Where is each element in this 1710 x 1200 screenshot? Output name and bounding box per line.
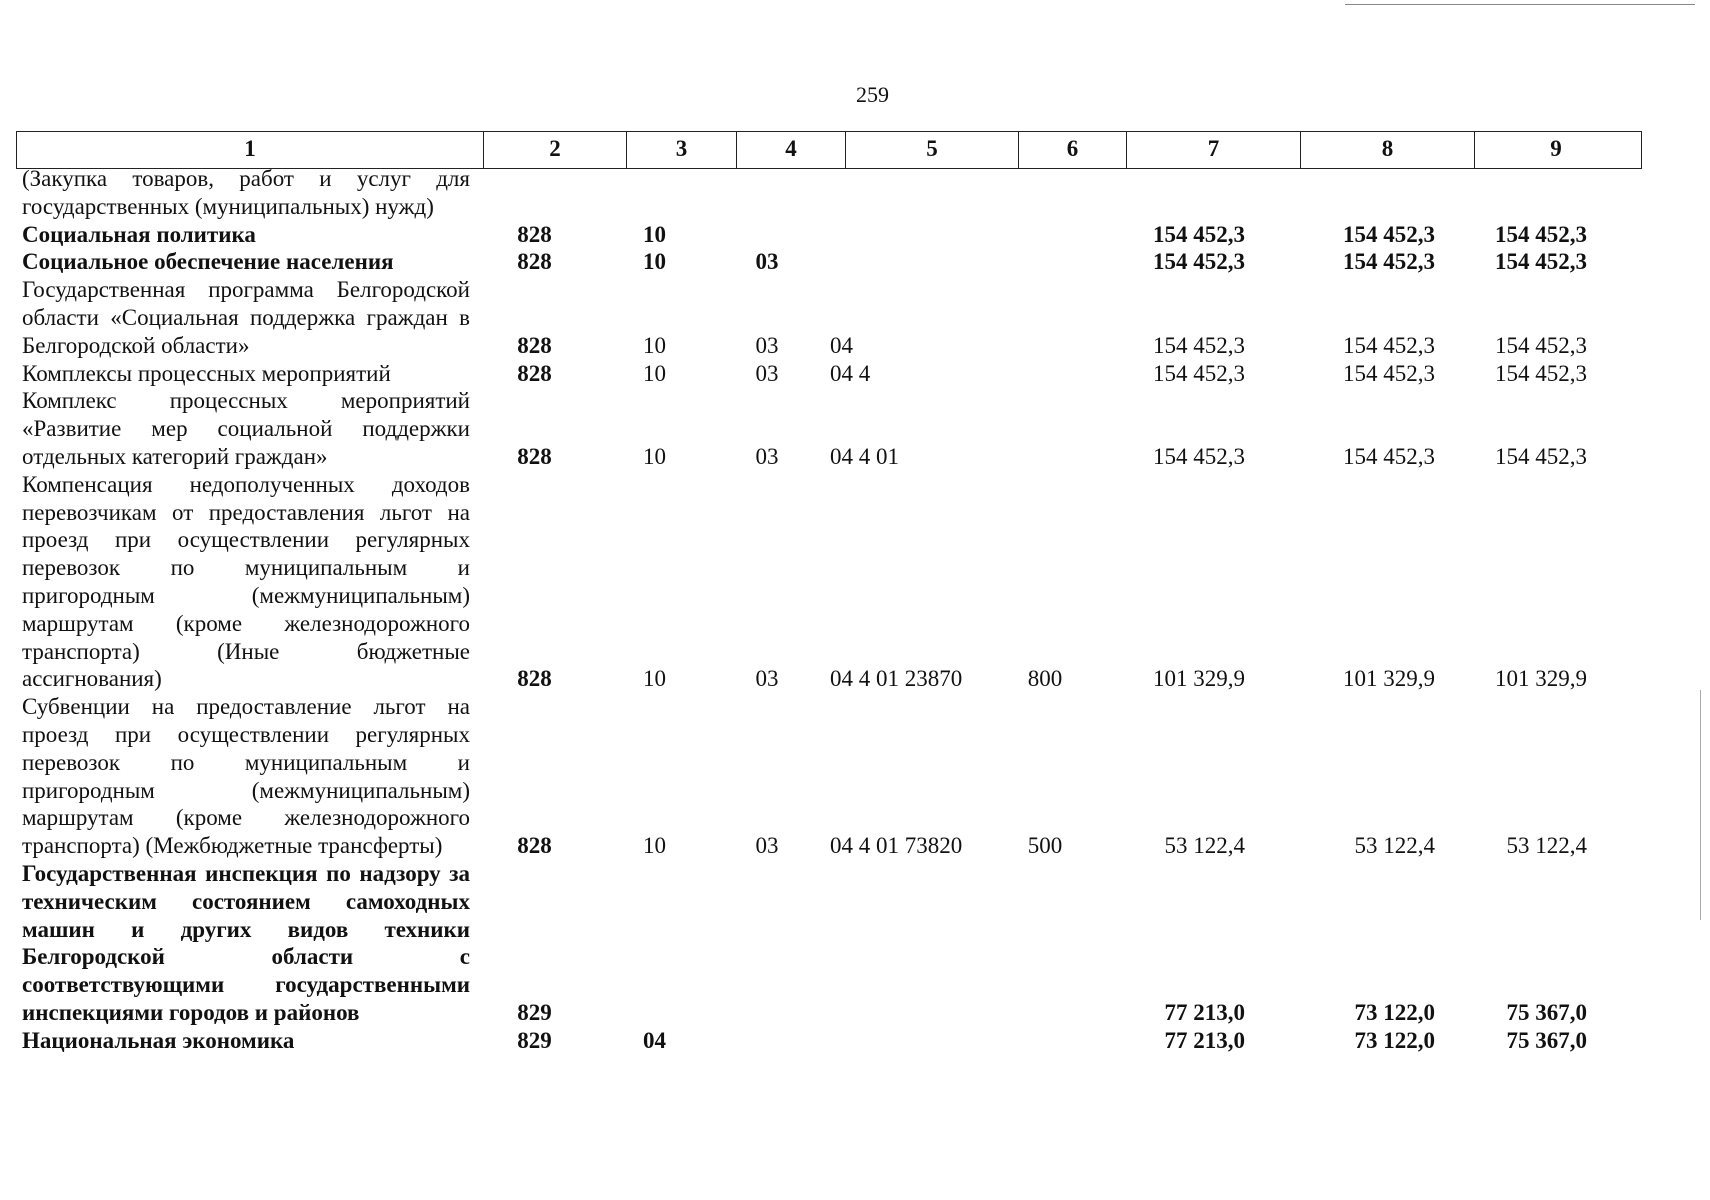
row-name: Государственная инспекция по надзору за техническим состоянием самоходных машин и других видов техники Белгородской области с соответствующими государственными инспекциями городов и районов	[22, 860, 470, 1025]
header-col-7: 7	[1127, 132, 1301, 168]
table-row	[22, 1027, 1642, 1055]
row-name: Комплекс процессных мероприятий «Развитие мер социальной поддержки отдельных категорий граждан»	[22, 388, 470, 469]
table-header-row	[16, 131, 1642, 169]
cell-col-8: 154 452,3	[1343, 443, 1435, 469]
cell-col-3: 10	[643, 221, 666, 247]
cell-col-9: 154 452,3	[1495, 221, 1587, 247]
cell-col-5: 04 4 01 73820	[830, 833, 963, 859]
cell-col-5: 04 4	[830, 360, 871, 386]
cell-col-3: 10	[643, 360, 666, 386]
cell-col-9: 101 329,9	[1495, 666, 1587, 692]
cell-col-8: 73 122,0	[1354, 999, 1435, 1025]
table-row	[22, 387, 1642, 470]
cell-col-7: 154 452,3	[1153, 443, 1245, 469]
table-row	[22, 165, 1642, 221]
header-col-6: 6	[1019, 132, 1127, 168]
cell-col-3: 10	[643, 833, 666, 859]
header-col-5: 5	[846, 132, 1019, 168]
scan-edge-line-right	[1700, 690, 1701, 920]
cell-col-3: 10	[643, 249, 666, 275]
cell-col-7: 53 122,4	[1164, 833, 1245, 859]
cell-col-5: 04	[830, 332, 853, 358]
cell-col-8: 53 122,4	[1354, 833, 1435, 859]
cell-col-8: 154 452,3	[1343, 221, 1435, 247]
cell-col-4: 03	[755, 332, 779, 358]
cell-col-4: 03	[755, 249, 779, 275]
cell-col-9: 154 452,3	[1495, 332, 1587, 358]
table-row	[22, 471, 1642, 693]
cell-col-3: 10	[643, 666, 666, 692]
header-col-8: 8	[1301, 132, 1475, 168]
cell-col-9: 154 452,3	[1495, 360, 1587, 386]
cell-col-5: 04 4 01 23870	[830, 666, 963, 692]
cell-col-7: 154 452,3	[1153, 360, 1245, 386]
cell-col-7: 154 452,3	[1153, 332, 1245, 358]
cell-col-8: 154 452,3	[1343, 332, 1435, 358]
cell-col-4: 03	[755, 833, 779, 859]
cell-col-7: 101 329,9	[1153, 666, 1245, 692]
cell-col-4: 03	[755, 360, 779, 386]
header-col-1: 1	[17, 132, 484, 168]
row-name: Национальная экономика	[22, 1027, 295, 1053]
header-col-4: 4	[737, 132, 846, 168]
cell-col-2: 828	[517, 443, 552, 469]
scan-edge-line-top	[1345, 4, 1695, 5]
cell-col-9: 154 452,3	[1495, 443, 1587, 469]
row-name: Комплексы процессных мероприятий	[22, 360, 391, 386]
cell-col-9: 53 122,4	[1506, 833, 1587, 859]
page-number: 259	[856, 82, 889, 107]
cell-col-9: 75 367,0	[1506, 1027, 1587, 1053]
table-row	[22, 860, 1642, 1027]
cell-col-6: 500	[1027, 833, 1063, 859]
table-row	[22, 360, 1642, 388]
row-name: Государственная программа Белгородской области «Социальная поддержка граждан в Белгородской области»	[22, 277, 470, 358]
cell-col-7: 77 213,0	[1164, 1027, 1245, 1053]
cell-col-7: 77 213,0	[1164, 999, 1245, 1025]
cell-col-2: 828	[517, 360, 552, 386]
cell-col-3: 04	[643, 1027, 666, 1053]
cell-col-8: 73 122,0	[1354, 1027, 1435, 1053]
cell-col-2: 829	[517, 999, 552, 1025]
cell-col-8: 154 452,3	[1343, 360, 1435, 386]
cell-col-8: 154 452,3	[1343, 249, 1435, 275]
cell-col-2: 829	[517, 1027, 552, 1053]
cell-col-5: 04 4 01	[830, 443, 899, 469]
cell-col-2: 828	[517, 833, 552, 859]
header-col-2: 2	[484, 132, 627, 168]
cell-col-7: 154 452,3	[1153, 221, 1245, 247]
table-body	[22, 165, 1642, 1055]
table-row	[22, 693, 1642, 860]
row-name: (Закупка товаров, работ и услуг для государственных (муниципальных) нужд)	[22, 166, 470, 219]
cell-col-3: 10	[643, 332, 666, 358]
row-name: Субвенции на предоставление льгот на проезд при осуществлении регулярных перевозок по муниципальным и пригородным (межмуниципальным) маршрутам (кроме железнодорожного транспорта) (Межбюджетные трансферты)	[22, 694, 470, 859]
table-row	[22, 276, 1642, 359]
cell-col-2: 828	[517, 249, 552, 275]
cell-col-2: 828	[517, 221, 552, 247]
row-name: Социальное обеспечение населения	[22, 249, 394, 275]
cell-col-9: 75 367,0	[1506, 999, 1587, 1025]
row-name: Социальная политика	[22, 221, 256, 247]
table-row	[22, 248, 1642, 276]
row-name: Компенсация недополученных доходов перевозчикам от предоставления льгот на проезд при осуществлении регулярных перевозок по муниципальным и пригородным (межмуниципальным) маршрутам (кроме железнодорожного транспорта) (Иные бюджетные ассигнования)	[22, 471, 470, 692]
header-col-9: 9	[1550, 136, 1562, 161]
cell-col-2: 828	[517, 332, 552, 358]
cell-col-2: 828	[517, 666, 552, 692]
table-row	[22, 221, 1642, 249]
cell-col-4: 03	[755, 443, 779, 469]
cell-col-6: 800	[1027, 666, 1063, 692]
cell-col-4: 03	[755, 666, 779, 692]
cell-col-8: 101 329,9	[1343, 666, 1435, 692]
header-col-3: 3	[627, 132, 737, 168]
cell-col-7: 154 452,3	[1153, 249, 1245, 275]
cell-col-9: 154 452,3	[1495, 249, 1587, 275]
cell-col-3: 10	[643, 443, 666, 469]
